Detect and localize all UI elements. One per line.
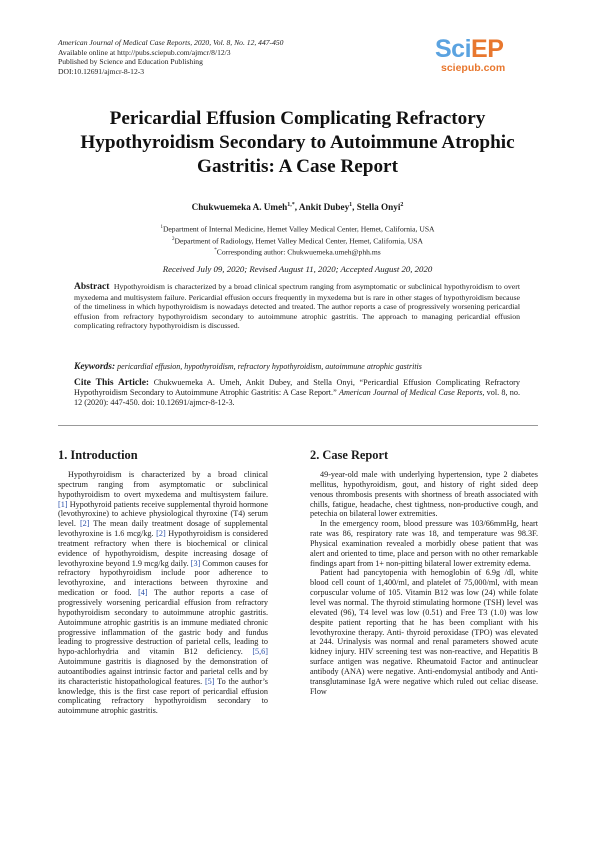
author-name: Chukwuemeka A. Umeh xyxy=(191,202,288,213)
affiliation-2: $^2$Department of Radiology, Hemet Valley Medical Center, Hemet, California, USA xyxy=(171,236,424,246)
abstract-text: Hypothyroidism is characterized by a broad clinical spectrum ranging from asymptomatic or subclinical hypothyroidism to overt myxedema and multisystem failure. Pericardial effusion occurs frequently in myxedema but is rare in other stages of hypothyroidism because of the timeliness in which hypothyroidism is nowadays detected and treated. The author reports a case of progressively worsening pericardial effusion from refractory hypothyroidism secondary to autoimmune atrophic gastritis. The approach to managing pericardial effusion complicating refractory hypothyroidism is discussed. xyxy=(74,282,520,331)
logo-wordmark: SciEP xyxy=(435,35,504,63)
corresponding-author: *Corresponding author: Chukwuemeka.umeh@phh.ms xyxy=(214,247,381,257)
article-title: Pericardial Effusion Complicating Refractory Hypothyroidism Secondary to Autoimmune Atrophic Gastritis: A Case Report xyxy=(80,108,515,177)
author-name: Ankit Dubey xyxy=(298,202,350,213)
affiliation-1: $^1$Department of Internal Medicine, Hemet Valley Medical Center, Hemet, California, USA xyxy=(160,224,435,234)
keywords-text: pericardial effusion, hypothyroidism, refractory hypothyroidism, autoimmune atrophic gastritis xyxy=(117,362,422,371)
cite-text: Chukwuemeka A. Umeh, Ankit Dubey, and Stella Onyi, “Pericardial Effusion Complicating Refractory Hypothyroidism Secondary to Autoimmune Atrophic Gastritis: A Case Report.” xyxy=(74,378,520,397)
keywords xyxy=(74,362,520,372)
case-paragraph: Patient had pancytopenia with hemoglobin of 6.9g /dl, white blood cell count of 1,400/ml, and platelet of 75,000/ml, with mean corpuscular volume of 105. Vitamin B12 was low (24) while folate level was normal. The thyroid stimulating hormone (TSH) level was elevated (96), T4 level was low (0.51) and Free T3 (1.0) was low despite patient reporting that he has been compliant with his levothyroxine therapy. Anti- thyroid peroxidase (TPO) was elevated at 244. Urinalysis was normal and renal parameters showed acute kidney injury. HIV screening test was non-reactive, and Hepatitis B surface antigen was negative. Rheumatoid Factor and antinuclear antibody (ANA) were negative. Anti-endomysial antibody and Anti-transglutaminase IgA were negative which ruled out celiac disease. Flow xyxy=(310,568,538,696)
case-paragraph: 49-year-old male with underlying hypertension, type 2 diabetes mellitus, hypothyroidism, gout, and history of right sided deep venous thrombosis presents with shortness of breath associated with chills, fatigue, headache, chest tightness, non-productive cough, and petechia on bilateral lower extremities. xyxy=(310,470,538,519)
keywords-label: Keywords: xyxy=(74,362,116,372)
doi-line[interactable]: DOI:10.12691/ajmcr-8-12-3 xyxy=(58,66,145,76)
citation-link[interactable]: [5] xyxy=(204,676,215,686)
introduction-section xyxy=(58,448,268,716)
sciep-logo[interactable] xyxy=(435,36,539,76)
abstract xyxy=(74,282,520,331)
citation-link[interactable]: [1] xyxy=(58,499,68,509)
citation-link[interactable]: [3] xyxy=(190,558,201,568)
cite-this-article xyxy=(74,378,520,408)
citation-link[interactable]: [2] xyxy=(79,519,90,529)
case-paragraph: In the emergency room, blood pressure was 103/66mmHg, heart rate was 86, respiratory rate was 18, and temperature was 98.3F. Physical examination revealed a morbidly obese patient that was alert and oriented to time, place and person with no other remarkable findings apart from 1+ non-pitting bilateral lower extremity edema. xyxy=(310,519,538,568)
submission-dates: Received July 09, 2020; Revised August 11, 2020; Accepted August 20, 2020 xyxy=(162,264,433,274)
section-divider xyxy=(58,425,538,426)
section-heading: 1. Introduction xyxy=(58,448,138,462)
citation-link[interactable]: [2] xyxy=(156,529,166,539)
author-name: Stella Onyi xyxy=(356,202,401,213)
citation-link[interactable]: [5,6] xyxy=(252,647,268,657)
intro-paragraph: Hypothyroidism is characterized by a broad clinical spectrum ranging from asymptomatic or subclinical hypothyroidism to overt myxedema and multisystem failure. [1] Hypothyroid patients receive supplemental thyroid hormone (levothyroxine) to achieve physiological thyroxine (T4) serum level. [2] The mean daily treatment dosage of supplemental levothyroxine is 1.6 mcg/kg. [2] Hypothyroidism is considered treatment refractory when there is biochemical or clinical evidence of hypothyroidism, despite increasing dosage of levothyroxine beyond 1.9 mcg/kg daily. [3] Common causes for refractory hypothyroidism include poor adherence to levothyroxine, and interactions between thyroxine and medication or food. [4] The author reports a case of progressively worsening pericardial effusion from refractory hypothyroidism secondary to autoimmune atrophic gastritis. Autoimmune atrophic gastritis is an immune mediated chronic progressive inflammation of the gastric body and fundus leading to progressive destruction of parietal cells, leading to hypo-achlorhydria and vitamin B12 deficiency. [5,6] Autoimmune gastritis is diagnosed by the demonstration of autoantibodies against intrinsic factor and parietal cells and by its characteristic histopathological features. [5] To the author’s knowledge, this is the first case report of pericardial effusion complicating refractory hypothyroidism secondary to autoimmune atrophic gastritis. xyxy=(58,470,269,716)
author-list: Chukwuemeka A. Umeh$^{1,*}$, Ankit Dubey$^1$, Stella Onyi$^2$ xyxy=(191,202,404,213)
journal-header xyxy=(58,38,283,76)
cite-journal: American Journal of Medical Case Reports xyxy=(338,388,483,397)
journal-line: American Journal of Medical Case Reports, 2020, Vol. 8, No. 12, 447-450 xyxy=(58,38,284,47)
logo-url: sciepub.com xyxy=(441,62,506,74)
affiliations xyxy=(60,223,535,258)
section-heading: 2. Case Report xyxy=(310,448,389,462)
abstract-label: Abstract xyxy=(74,282,110,292)
cite-label: Cite This Article: xyxy=(74,378,150,388)
citation-link[interactable]: [4] xyxy=(138,588,148,598)
cite-tail: , vol. 8, no. 12 (2020): 447-450. doi: 10.12691/ajmcr-8-12-3. xyxy=(74,388,521,407)
publisher-line: Published by Science and Education Publishing xyxy=(58,57,203,67)
case-report-section xyxy=(310,448,538,696)
available-line[interactable]: Available online at http://pubs.sciepub.com/ajmcr/8/12/3 xyxy=(58,47,231,57)
